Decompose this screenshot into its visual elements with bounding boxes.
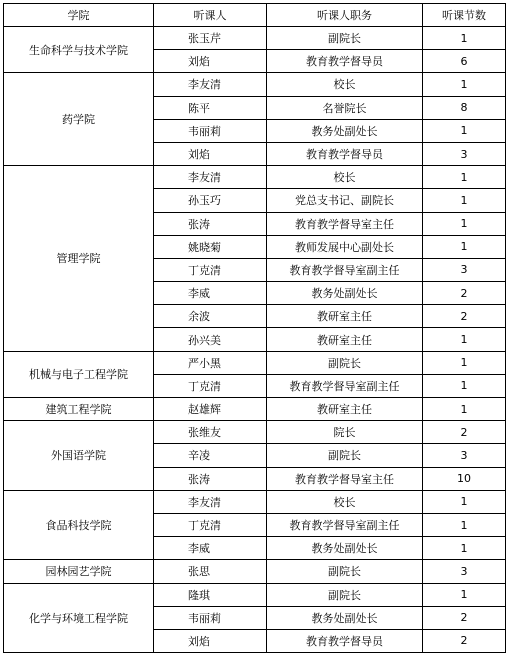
table-row: [4, 73, 506, 96]
lecturer-name-cell: 李友清: [154, 166, 267, 189]
lecturer-position-cell: 副院长: [267, 27, 423, 50]
lecture-observation-table: [3, 3, 506, 653]
lecturer-position-cell: 教育教学督导员: [267, 142, 423, 165]
lecture-count-cell: 1: [423, 537, 506, 560]
lecture-count-cell: 3: [423, 142, 506, 165]
lecturer-position-cell: 教育教学督导室副主任: [267, 374, 423, 397]
lecture-count-cell: 2: [423, 421, 506, 444]
lecturer-position-cell: 教育教学督导员: [267, 50, 423, 73]
header-row: [4, 4, 506, 27]
lecturer-name-cell: 余波: [154, 305, 267, 328]
lecturer-position-cell: 教务处副处长: [267, 537, 423, 560]
lecturer-position-cell: 教研室主任: [267, 328, 423, 351]
lecturer-position-cell: 院长: [267, 421, 423, 444]
lecture-count-cell: 3: [423, 444, 506, 467]
lecturer-name-cell: 丁克清: [154, 374, 267, 397]
lecturer-name-cell: 李威: [154, 537, 267, 560]
lecturer-position-cell: 校长: [267, 73, 423, 96]
header-count: 听课节数: [423, 4, 506, 27]
lecture-count-cell: 10: [423, 467, 506, 490]
lecturer-name-cell: 孙兴美: [154, 328, 267, 351]
lecturer-name-cell: 李友清: [154, 73, 267, 96]
lecturer-position-cell: 教务处副处长: [267, 606, 423, 629]
lecturer-position-cell: 名誉院长: [267, 96, 423, 119]
lecturer-name-cell: 陈平: [154, 96, 267, 119]
lecture-count-cell: 1: [423, 513, 506, 536]
header-college: 学院: [4, 4, 154, 27]
lecturer-position-cell: 教师发展中心副处长: [267, 235, 423, 258]
lecture-count-cell: 1: [423, 166, 506, 189]
lecturer-position-cell: 教育教学督导室副主任: [267, 513, 423, 536]
lecturer-position-cell: 教育教学督导室主任: [267, 467, 423, 490]
college-cell: 园林园艺学院: [4, 560, 154, 583]
lecturer-position-cell: 教研室主任: [267, 305, 423, 328]
lecture-count-cell: 3: [423, 258, 506, 281]
lecture-count-cell: 6: [423, 50, 506, 73]
college-cell: 药学院: [4, 73, 154, 166]
lecturer-name-cell: 严小黑: [154, 351, 267, 374]
lecturer-position-cell: 党总支书记、副院长: [267, 189, 423, 212]
lecturer-position-cell: 校长: [267, 166, 423, 189]
lecture-count-cell: 2: [423, 282, 506, 305]
lecture-count-cell: 1: [423, 212, 506, 235]
lecturer-name-cell: 韦丽莉: [154, 606, 267, 629]
table-row: [4, 27, 506, 50]
lecture-count-cell: 1: [423, 73, 506, 96]
college-cell: 生命科学与技术学院: [4, 27, 154, 73]
lecturer-name-cell: 丁克清: [154, 258, 267, 281]
lecture-count-cell: 1: [423, 351, 506, 374]
lecture-count-cell: 2: [423, 305, 506, 328]
lecture-count-cell: 1: [423, 235, 506, 258]
lecture-count-cell: 1: [423, 119, 506, 142]
lecturer-position-cell: 副院长: [267, 560, 423, 583]
lecture-count-cell: 1: [423, 27, 506, 50]
lecturer-position-cell: 教育教学督导室主任: [267, 212, 423, 235]
table-row: [4, 560, 506, 583]
header-lecturer: 听课人: [154, 4, 267, 27]
lecturer-position-cell: 副院长: [267, 351, 423, 374]
lecturer-name-cell: 隆琪: [154, 583, 267, 606]
lecturer-name-cell: 赵雄辉: [154, 398, 267, 421]
lecturer-position-cell: 校长: [267, 490, 423, 513]
lecture-count-cell: 2: [423, 606, 506, 629]
table-row: [4, 166, 506, 189]
lecturer-name-cell: 辛凌: [154, 444, 267, 467]
lecturer-name-cell: 张维友: [154, 421, 267, 444]
college-cell: 外国语学院: [4, 421, 154, 491]
lecturer-name-cell: 李威: [154, 282, 267, 305]
table-row: [4, 398, 506, 421]
lecture-count-cell: 2: [423, 629, 506, 652]
college-cell: 机械与电子工程学院: [4, 351, 154, 397]
lecturer-name-cell: 刘焰: [154, 50, 267, 73]
lecturer-name-cell: 韦丽莉: [154, 119, 267, 142]
lecturer-position-cell: 教务处副处长: [267, 282, 423, 305]
lecturer-name-cell: 姚晓菊: [154, 235, 267, 258]
lecture-count-cell: 1: [423, 490, 506, 513]
lecture-count-cell: 1: [423, 189, 506, 212]
lecture-count-cell: 8: [423, 96, 506, 119]
lecture-count-cell: 1: [423, 398, 506, 421]
lecture-count-cell: 1: [423, 583, 506, 606]
table-row: [4, 583, 506, 606]
lecturer-name-cell: 张思: [154, 560, 267, 583]
lecturer-position-cell: 教育教学督导室副主任: [267, 258, 423, 281]
lecture-count-cell: 3: [423, 560, 506, 583]
table-row: [4, 351, 506, 374]
lecturer-position-cell: 教研室主任: [267, 398, 423, 421]
lecturer-name-cell: 张玉芹: [154, 27, 267, 50]
lecturer-name-cell: 张涛: [154, 467, 267, 490]
table-row: [4, 490, 506, 513]
college-cell: 建筑工程学院: [4, 398, 154, 421]
header-position: 听课人职务: [267, 4, 423, 27]
lecturer-position-cell: 副院长: [267, 583, 423, 606]
table-body: [4, 27, 506, 653]
lecturer-position-cell: 副院长: [267, 444, 423, 467]
lecturer-name-cell: 刘焰: [154, 629, 267, 652]
lecturer-name-cell: 刘焰: [154, 142, 267, 165]
lecturer-position-cell: 教育教学督导员: [267, 629, 423, 652]
lecturer-name-cell: 李友清: [154, 490, 267, 513]
lecture-count-cell: 1: [423, 374, 506, 397]
college-cell: 管理学院: [4, 166, 154, 352]
lecture-count-cell: 1: [423, 328, 506, 351]
lecturer-position-cell: 教务处副处长: [267, 119, 423, 142]
lecturer-name-cell: 丁克清: [154, 513, 267, 536]
lecturer-name-cell: 张涛: [154, 212, 267, 235]
college-cell: 化学与环境工程学院: [4, 583, 154, 653]
table-row: [4, 421, 506, 444]
lecturer-name-cell: 孙玉巧: [154, 189, 267, 212]
college-cell: 食品科技学院: [4, 490, 154, 560]
